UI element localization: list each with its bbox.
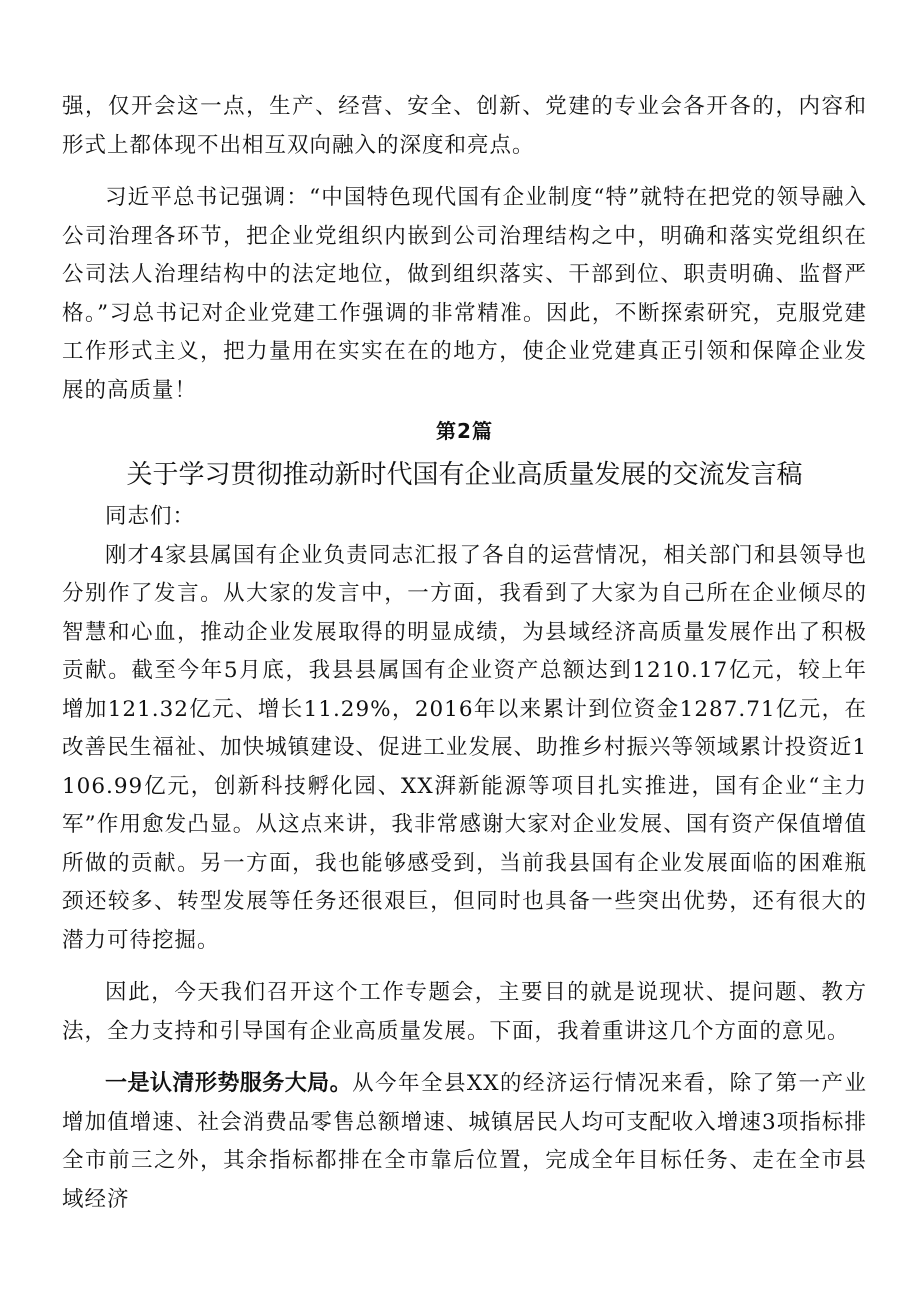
document-title: 关于学习贯彻推动新时代国有企业高质量发展的交流发言稿	[126, 460, 803, 490]
document-page	[62, 88, 867, 1219]
point-1-text: 从今年全县XX的经济运行情况来看，除了第一产业增加值增速、社会消费品零售总额增速、城镇居民人均可支配收入增速3项指标排全市前三之外，其余指标都排在全市靠后位置，完成全年目标任务、走在全市县域经济	[62, 1071, 867, 1212]
paragraph-quote: 习近平总书记强调：“中国特色现代国有企业制度“特”就特在把党的领导融入公司治理各环节，把企业党组织内嵌到公司治理结构之中，明确和落实党组织在公司法人治理结构中的法定地位，做到组织落实、干部到位、职责明确、监督严格。”习总书记对企业党建工作强调的非常精准。因此，不断探索研究，克服党建工作形式主义，把力量用在实实在在的地方，使企业党建真正引领和保障企业发展的高质量！	[62, 185, 867, 403]
point-1-heading: 一是认清形势服务大局。	[105, 1071, 353, 1096]
paragraph-point-1	[62, 1065, 867, 1219]
paragraph-report: 刚才4家县属国有企业负责同志汇报了各自的运营情况，相关部门和县领导也分别作了发言。从大家的发言中，一方面，我看到了大家为自己所在企业倾尽的智慧和心血，推动企业发展取得的明显成绩，为县域经济高质量发展作出了积极贡献。截至今年5月底，我县县属国有企业资产总额达到1210.17亿元，较上年增加121.32亿元、增长11.29%，2016年以来累计到位资金1287.71亿元，在改善民生福祉、加快城镇建设、促进工业发展、助推乡村振兴等领域累计投资近1106.99亿元，创新科技孵化园、XX湃新能源等项目扎实推进，国有企业“主力军”作用愈发凸显。从这点来讲，我非常感谢大家对企业发展、国有资产保值增值所做的贡献。另一方面，我也能够感受到，当前我县国有企业发展面临的困难瓶颈还较多、转型发展等任务还很艰巨，但同时也具备一些突出优势，还有很大的潜力可待挖掘。	[62, 542, 867, 953]
section-number: 第2篇	[436, 419, 493, 443]
paragraph-purpose: 因此，今天我们召开这个工作专题会，主要目的就是说现状、提问题、教方法，全力支持和引导国有企业高质量发展。下面，我着重讲这几个方面的意见。	[62, 980, 867, 1044]
paragraph-continued: 强，仅开会这一点，生产、经营、安全、创新、党建的专业会各开各的，内容和形式上都体现不出相互双向融入的深度和亮点。	[62, 94, 867, 158]
salutation: 同志们：	[105, 504, 196, 529]
